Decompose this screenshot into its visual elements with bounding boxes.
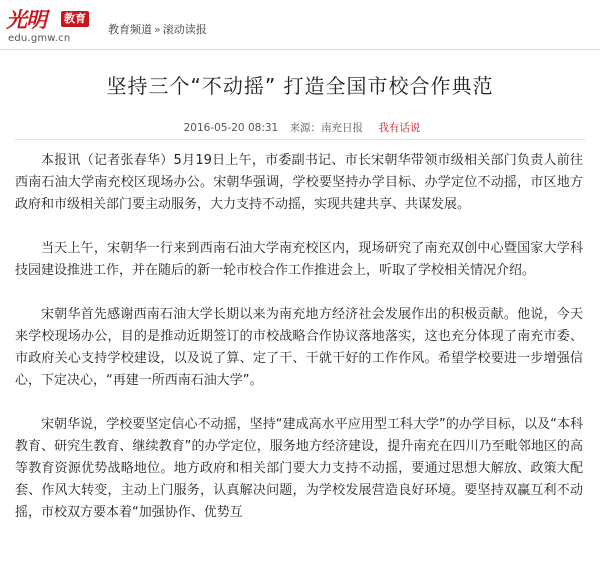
article-title: 坚持三个“不动摇” 打造全国市校合作典范 [106, 74, 494, 98]
logo-text: 光明 [6, 7, 46, 32]
breadcrumb-channel-link[interactable]: 教育频道 [108, 23, 152, 36]
logo-channel-badge: 教育 [61, 11, 89, 27]
article-paragraph: 宋朝华说，学校要坚定信心不动摇，坚持“建成高水平应用型工科大学”的办学目标，以及“本科教育、研究生教育、继续教育”的办学定位，服务地方经济建设，提升南充在四川乃至毗邻地区的高等教育资源优势战略地位。地方政府和相关部门要大力支持不动摇，要通过思想大解放、政策大配套、作风大转变，主动上门服务，认真解决问题，为学校发展营造良好环境。要坚持双赢互利不动摇，市校双方要本着“加强协作、优势互 [15, 417, 583, 520]
comment-link[interactable]: 我有话说 [378, 122, 421, 134]
publish-datetime: 2016-05-20 08:31 [183, 122, 279, 134]
breadcrumb-separator: » [154, 23, 161, 36]
source-label: 来源： [289, 122, 322, 134]
gmw-logo[interactable] [6, 8, 98, 48]
breadcrumb [108, 21, 207, 37]
header-divider [0, 49, 600, 50]
logo-url: edu.gmw.cn [8, 33, 71, 44]
breadcrumb-section-link[interactable]: 滚动读报 [162, 23, 207, 36]
article-paragraph: 本报讯（记者张春华）5月19日上午，市委副书记、市长宋朝华带领市级相关部门负责人前往西南石油大学南充校区现场办公。宋朝华强调，学校要坚持办学目标、办学定位不动摇，市区地方政府和市级相关部门要主动服务，大力支持不动摇，实现共建共享、共谋发展。 [15, 153, 583, 212]
source-name: 南充日报 [321, 122, 364, 134]
site-header [0, 0, 600, 50]
article-body [15, 150, 583, 546]
article-paragraph: 当天上午，宋朝华一行来到西南石油大学南充校区内，现场研究了南充双创中心暨国家大学科技园建设推进工作，并在随后的新一轮市校合作工作推进会上，听取了学校相关情况介绍。 [15, 241, 583, 278]
meta-divider [15, 139, 585, 140]
article-paragraph: 宋朝华首先感谢西南石油大学长期以来为南充地方经济社会发展作出的积极贡献。他说，今天来学校现场办公，目的是推动近期签订的市校战略合作协议落地落实，这也充分体现了南充市委、市政府关心支持学校建设，以及说了算、定了干、干就干好的工作作风。希望学校要进一步增强信心，下定决心，“再建一所西南石油大学”。 [15, 307, 583, 388]
article-meta [0, 120, 600, 135]
